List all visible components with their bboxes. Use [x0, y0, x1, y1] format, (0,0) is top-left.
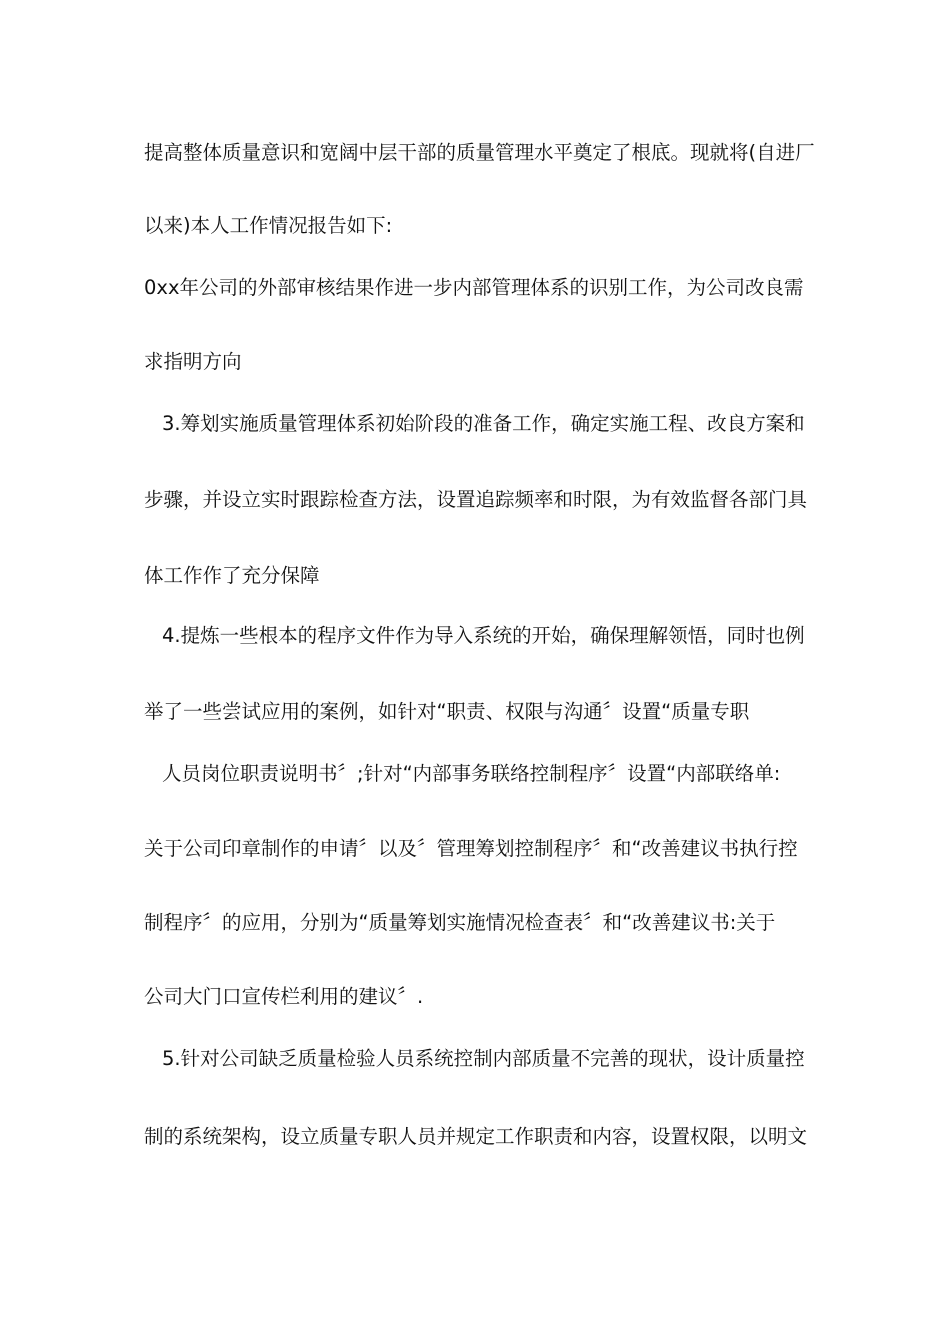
paragraph-line-1: 提高整体质量意识和宽阔中层干部的质量管理水平奠定了根底。现就将(自进厂	[144, 141, 815, 164]
paragraph-line-9: 举了一些尝试应用的案例，如针对“职责、权限与沟通〞设置“质量专职	[144, 700, 750, 723]
paragraph-line-5: 3.筹划实施质量管理体系初始阶段的准备工作，确定实施工程、改良方案和	[162, 412, 805, 435]
paragraph-line-3: 0xx年公司的外部审核结果作进一步内部管理体系的识别工作，为公司改良需	[144, 276, 804, 299]
paragraph-line-10: 人员岗位职责说明书〞;针对“内部事务联络控制程序〞设置“内部联络单:	[162, 762, 781, 785]
paragraph-line-4: 求指明方向	[144, 350, 242, 373]
paragraph-line-6: 步骤，并设立实时跟踪检查方法，设置追踪频率和时限，为有效监督各部门具	[144, 488, 808, 511]
paragraph-line-11: 关于公司印章制作的申请〞以及〞管理筹划控制程序〞和“改善建议书执行控	[144, 837, 798, 860]
paragraph-line-14: 5.针对公司缺乏质量检验人员系统控制内部质量不完善的现状，设计质量控	[162, 1047, 805, 1070]
paragraph-line-12: 制程序〞的应用，分别为“质量筹划实施情况检查表〞和“改善建议书:关于	[144, 911, 776, 934]
paragraph-line-8: 4.提炼一些根本的程序文件作为导入系统的开始，确保理解领悟，同时也例	[162, 624, 805, 647]
paragraph-line-15: 制的系统架构，设立质量专职人员并规定工作职责和内容，设置权限，以明文	[144, 1125, 808, 1148]
paragraph-line-2: 以来)本人工作情况报告如下:	[144, 214, 393, 237]
paragraph-line-7: 体工作作了充分保障	[144, 564, 320, 587]
paragraph-line-13: 公司大门口宣传栏利用的建议〞.	[144, 985, 424, 1008]
